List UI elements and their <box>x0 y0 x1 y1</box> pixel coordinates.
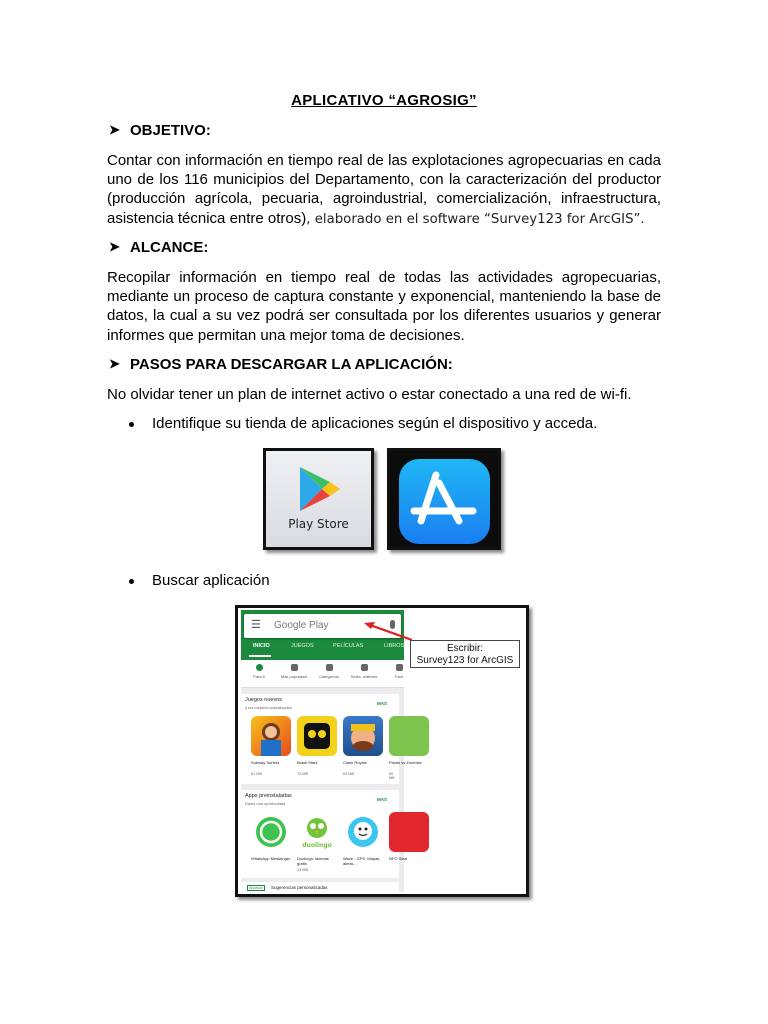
app-store-tile <box>399 459 490 544</box>
gp-section-subtitle: y los mejores actualizados <box>245 705 292 710</box>
gp-cat-familia[interactable]: Fam <box>384 664 414 679</box>
heading-pasos <box>109 356 453 373</box>
callout-line2: Survey123 for ArcGIS <box>416 655 514 666</box>
compass-icon <box>256 664 263 671</box>
objetivo-text: Contar con información en tiempo real de las explotaciones agropecuarias en cada uno de los 116 municipios del Departamento, con la caracterización del productor (producción agrícola, pecuaria, agroindustrial, comercialización, infraestructura, asistencia técnica entre otros) <box>107 152 661 227</box>
subway-surfers-app-icon[interactable] <box>251 716 291 756</box>
clash-royale-app-icon[interactable] <box>343 716 383 756</box>
bullet-dot <box>129 579 134 584</box>
brawl-stars-app-icon[interactable] <box>297 716 337 756</box>
hamburger-menu-icon[interactable]: ☰ <box>251 619 261 631</box>
arrow-bullet-icon: ➤ <box>109 239 120 254</box>
app-size: 61 MB <box>251 772 262 776</box>
gp-tab-libros[interactable]: LIBROS <box>384 643 405 649</box>
gp-section-subtitle: Dales una oportunidad <box>245 801 286 806</box>
app-size: 14 MB <box>297 868 308 872</box>
gp-more-link[interactable]: MÁS <box>377 701 387 706</box>
gp-section-preinstalled <box>241 790 408 878</box>
app-name: Brawl Stars <box>297 760 318 765</box>
chart-icon <box>291 664 298 671</box>
gp-tab-juegos[interactable]: JUEGOS <box>291 643 314 649</box>
app-size: 63 MB <box>343 772 354 776</box>
gp-cat-editores[interactable]: Selec. editores <box>349 664 379 679</box>
gp-tab-peliculas[interactable]: PELÍCULAS <box>333 643 364 649</box>
gp-suggestions-row <box>241 882 399 894</box>
heading-alcance <box>109 239 209 256</box>
badge-icon <box>361 664 368 671</box>
heading-objetivo-label: OBJETIVO: <box>130 122 211 139</box>
shapes-icon <box>326 664 333 671</box>
bullet-identifique <box>152 415 597 432</box>
pasos-paragraph: No olvidar tener un plan de internet activo o estar conectado a una red de wi-fi. <box>107 386 632 403</box>
gp-active-tab-indicator <box>249 655 271 657</box>
bullet-buscar <box>152 572 270 589</box>
gp-category-bar <box>241 662 404 688</box>
gp-search-placeholder: Google Play <box>274 620 329 631</box>
duolingo-app-icon[interactable] <box>297 812 337 852</box>
arrow-bullet-icon: ➤ <box>109 122 120 137</box>
instruction-callout <box>410 640 520 668</box>
objetivo-software-text: , elaborado en el software “Survey123 for ArcGIS”. <box>306 211 645 227</box>
gp-section-title: Juegos nuevos <box>245 697 282 703</box>
waze-app-icon[interactable] <box>343 812 383 852</box>
heading-alcance-label: ALCANCE: <box>130 239 209 256</box>
heading-pasos-label: PASOS PARA DESCARGAR LA APLICACIÓN: <box>130 356 453 373</box>
plants-vs-zombies-app-icon[interactable] <box>389 716 429 756</box>
gp-section-new-games <box>241 694 422 784</box>
alcance-paragraph: Recopilar información en tiempo real de todas las actividades agropecuarias, mediante un proceso de captura constante y exponencial, manteniendo la base de datos, la cual a su vez podrá ser consultada por los diferentes usuarios y generar informes que permitan una mejor toma de decisiones. <box>107 269 661 344</box>
app-store-a-icon <box>399 459 490 544</box>
gp-more-link[interactable]: MÁS <box>377 797 387 802</box>
ad-badge: Anuncio <box>249 886 263 890</box>
app-name: Clash Royale <box>343 760 367 765</box>
app-size: 70 MB <box>297 772 308 776</box>
document-title: APLICATIVO “AGROSIG” <box>291 92 477 109</box>
gp-cat-para-ti[interactable]: Para ti <box>244 664 274 679</box>
suggestions-text: Sugerencias personalizadas <box>271 885 328 890</box>
gp-tab-inicio[interactable]: INICIO <box>253 643 270 649</box>
google-play-phone <box>241 610 422 892</box>
gp-cat-categorias[interactable]: Categorías <box>314 664 344 679</box>
gp-cat-populares[interactable]: Más populares <box>279 664 309 679</box>
callout-line1: Escribir: <box>446 643 484 654</box>
play-store-label: Play Store <box>288 517 349 531</box>
arrow-bullet-icon: ➤ <box>109 356 120 371</box>
npo-app-icon[interactable] <box>389 812 429 852</box>
svg-text:duolingo: duolingo <box>302 842 332 849</box>
app-name: Subway Surfers <box>251 760 280 765</box>
bullet-identifique-text: Identifique su tienda de aplicaciones según el dispositivo y acceda. <box>152 415 598 432</box>
app-size: 90 MB <box>389 772 395 780</box>
whatsapp-app-icon[interactable] <box>251 812 291 852</box>
play-store-image <box>263 448 374 550</box>
app-store-image <box>387 448 501 550</box>
gp-section-title: Apps preinstaladas <box>245 793 292 799</box>
app-name: NPO Start <box>389 856 408 861</box>
heading-objetivo <box>109 122 211 139</box>
objetivo-paragraph <box>107 151 661 229</box>
star-icon <box>396 664 403 671</box>
bullet-buscar-text: Buscar aplicación <box>152 572 270 589</box>
bullet-dot <box>129 422 134 427</box>
app-name: Waze - GPS, Mapas, alerta... <box>343 856 381 866</box>
app-name: WhatsApp Messenger <box>251 856 291 861</box>
app-name: Plants vs Zombies <box>389 760 422 765</box>
play-store-triangle-icon <box>298 465 342 513</box>
app-name: Duolingo: idiomas gratis <box>297 856 329 866</box>
